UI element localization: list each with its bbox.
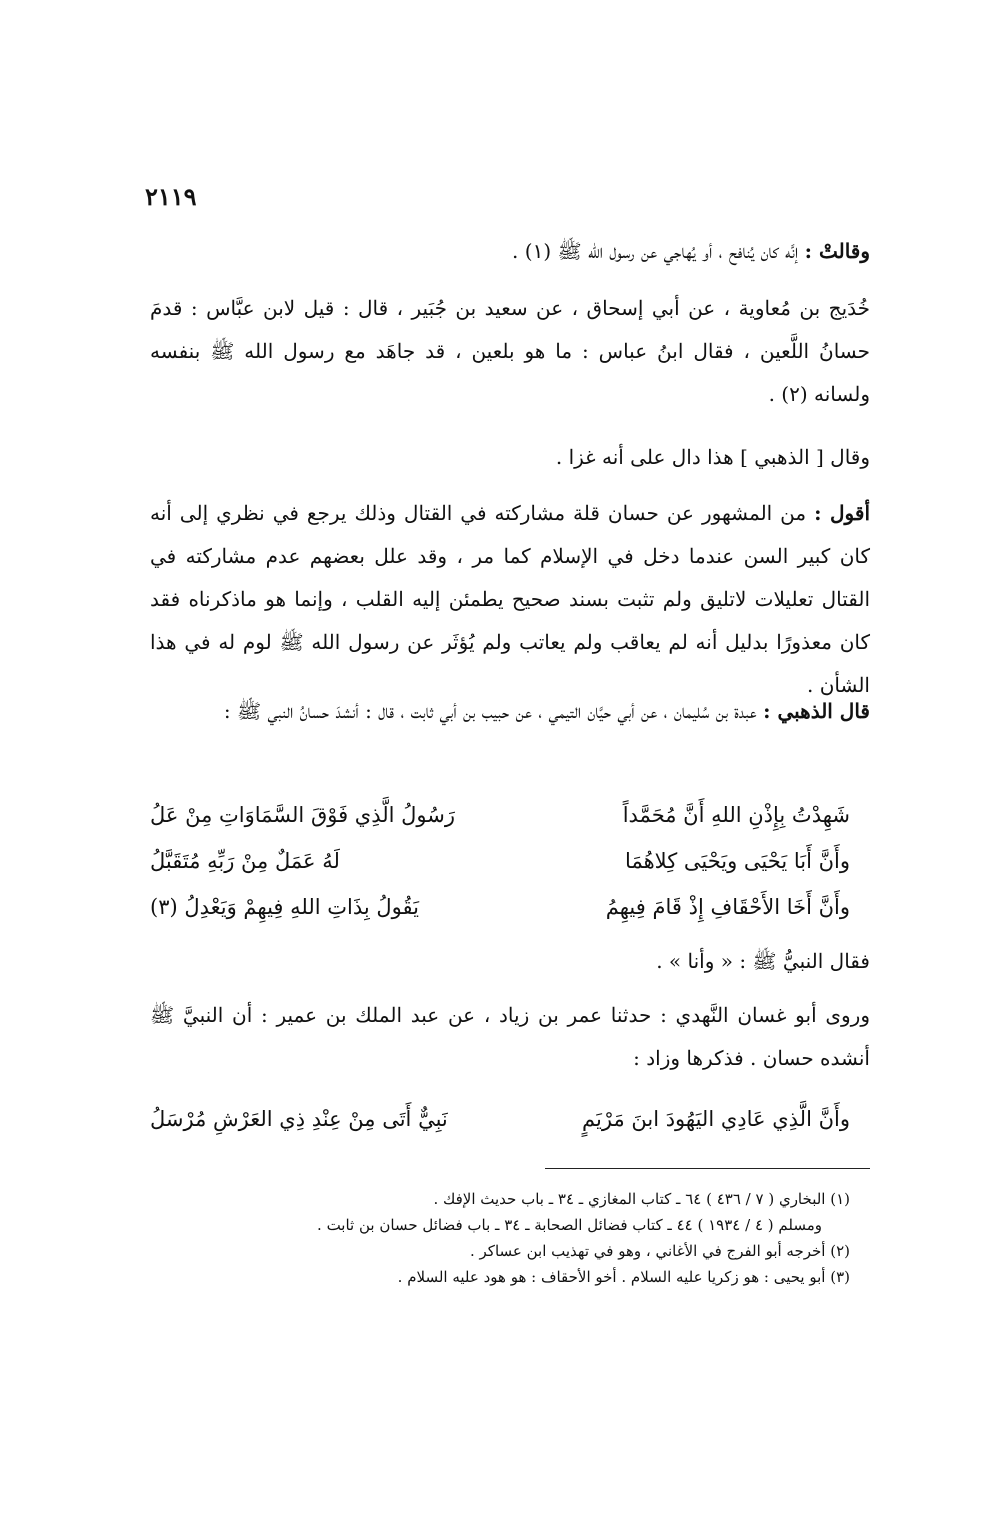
paragraph-lead: وقالتْ : xyxy=(804,239,870,263)
paragraph-lead: قال الذهبي : xyxy=(763,699,870,723)
after-poem-line xyxy=(150,940,870,983)
footnote-separator xyxy=(545,1168,870,1169)
paragraph-4 xyxy=(150,492,870,707)
paragraph-text: خُدَيج بن مُعاوية ، عن أبي إسحاق ، عن سعيد بن جُبَير ، قال : قيل لابن عبَّاس : قدمَ حسانُ اللَّعين ، فقال ابنُ عباس : ما هو بلعين ، قد جاهَد مع رسول الله ﷺ بنفسه ولسانه (٢) . xyxy=(150,296,870,406)
footnote-3: (٣) أبو يحيى : هو زكريا عليه السلام . أخو الأحقاف : هو هود عليه السلام . xyxy=(397,1268,850,1286)
footnote-1: (١) البخاري ( ٧ / ٤٣٦ ) ٦٤ ـ كتاب المغازي ـ ٣٤ ـ باب حديث الإفك . xyxy=(433,1190,850,1208)
paragraph-6 xyxy=(150,994,870,1080)
footnote-2: (٢) أخرجه أبو الفرج في الأغاني ، وهو في تهذيب ابن عساكر . xyxy=(469,1242,850,1260)
poem-2 xyxy=(150,1096,850,1142)
poem-verse xyxy=(150,884,850,930)
poem-verse xyxy=(150,838,850,884)
hemistich-second: رَسُولُ الَّذِي فَوْقَ السَّمَاوَاتِ مِنْ عَلُ xyxy=(150,803,456,827)
paragraph-5 xyxy=(150,690,870,733)
paragraph-1 xyxy=(150,230,870,273)
poem-verse xyxy=(150,1096,850,1142)
paragraph-text: من المشهور عن حسان قلة مشاركته في القتال وذلك يرجع في نظري إلى أنه كان كبير السن عندما دخل في الإسلام كما مر ، وقد علل بعضهم عدم مشاركته في القتال تعليلات لاتليق ولم تثبت بسند صحيح يطمئن إليه القلب ، وإنما هو ماذكرناه فقد كان معذورًا بدليل أنه لم يعاقب ولم يعاتب ولم يُؤثَر عن رسول الله ﷺ لوم له في هذا الشأن . xyxy=(150,501,870,697)
hemistich-second: يَقُولُ بِذَاتِ اللهِ فِيهِمْ وَيَعْدِلُ (٣) xyxy=(150,895,419,919)
hemistich-first: شَهِدْتُ بِإِذْنِ اللهِ أَنَّ مُحَمَّداً xyxy=(622,803,850,827)
footnotes xyxy=(150,1186,850,1290)
hemistich-first: وأَنَّ أَبَا يَحْيَى ويَحْيَى كِلاهُمَا xyxy=(625,849,850,873)
paragraph-text: عبدة بن سُليمان ، عن أبي حيَّان التيمي ، عن حبيب بن أبي ثابت ، قال : أنشدَ حسانُ النبي ﷺ : xyxy=(223,699,764,723)
paragraph-lead: أقول : xyxy=(814,501,871,525)
paragraph-3 xyxy=(150,436,870,479)
paragraph-text: إنَّه كان يُنافح ، أو يُهاجي عن رسول الله ﷺ (١) . xyxy=(512,239,805,263)
hemistich-first: وأَنَّ الَّذِي عَادِي اليَهُودَ ابنَ مَرْيَمٍ xyxy=(582,1107,850,1131)
hemistich-first: وأَنَّ أَخَا الأَحْقَافِ إِذْ قَامَ فِيهِمُ xyxy=(605,895,850,919)
page-number: ٢١١٩ xyxy=(145,182,197,211)
paragraph-text: وقال [ الذهبي ] هذا دال على أنه غزا . xyxy=(555,445,870,469)
footnote-1-continued: ومسلم ( ٤ / ١٩٣٤ ) ٤٤ ـ كتاب فضائل الصحابة ـ ٣٤ ـ باب فضائل حسان بن ثابت . xyxy=(317,1216,822,1234)
hemistich-second: لَهُ عَمَلٌ مِنْ رَبِّهِ مُتَقَبَّلُ xyxy=(150,849,340,873)
paragraph-text: فقال النبيُّ ﷺ : « وأنا » . xyxy=(656,949,870,973)
hemistich-second: نَبِيٌّ أَتَى مِنْ عِنْدِ ذِي العَرْشِ مُرْسَلُ xyxy=(150,1107,448,1131)
paragraph-2 xyxy=(150,287,870,416)
paragraph-text: وروى أبو غسان النَّهدي : حدثنا عمر بن زياد ، عن عبد الملك بن عمير : أن النبيَّ ﷺ أنشده حسان . فذكرها وزاد : xyxy=(150,1003,870,1070)
poem-verse xyxy=(150,792,850,838)
poem-1 xyxy=(150,792,850,930)
